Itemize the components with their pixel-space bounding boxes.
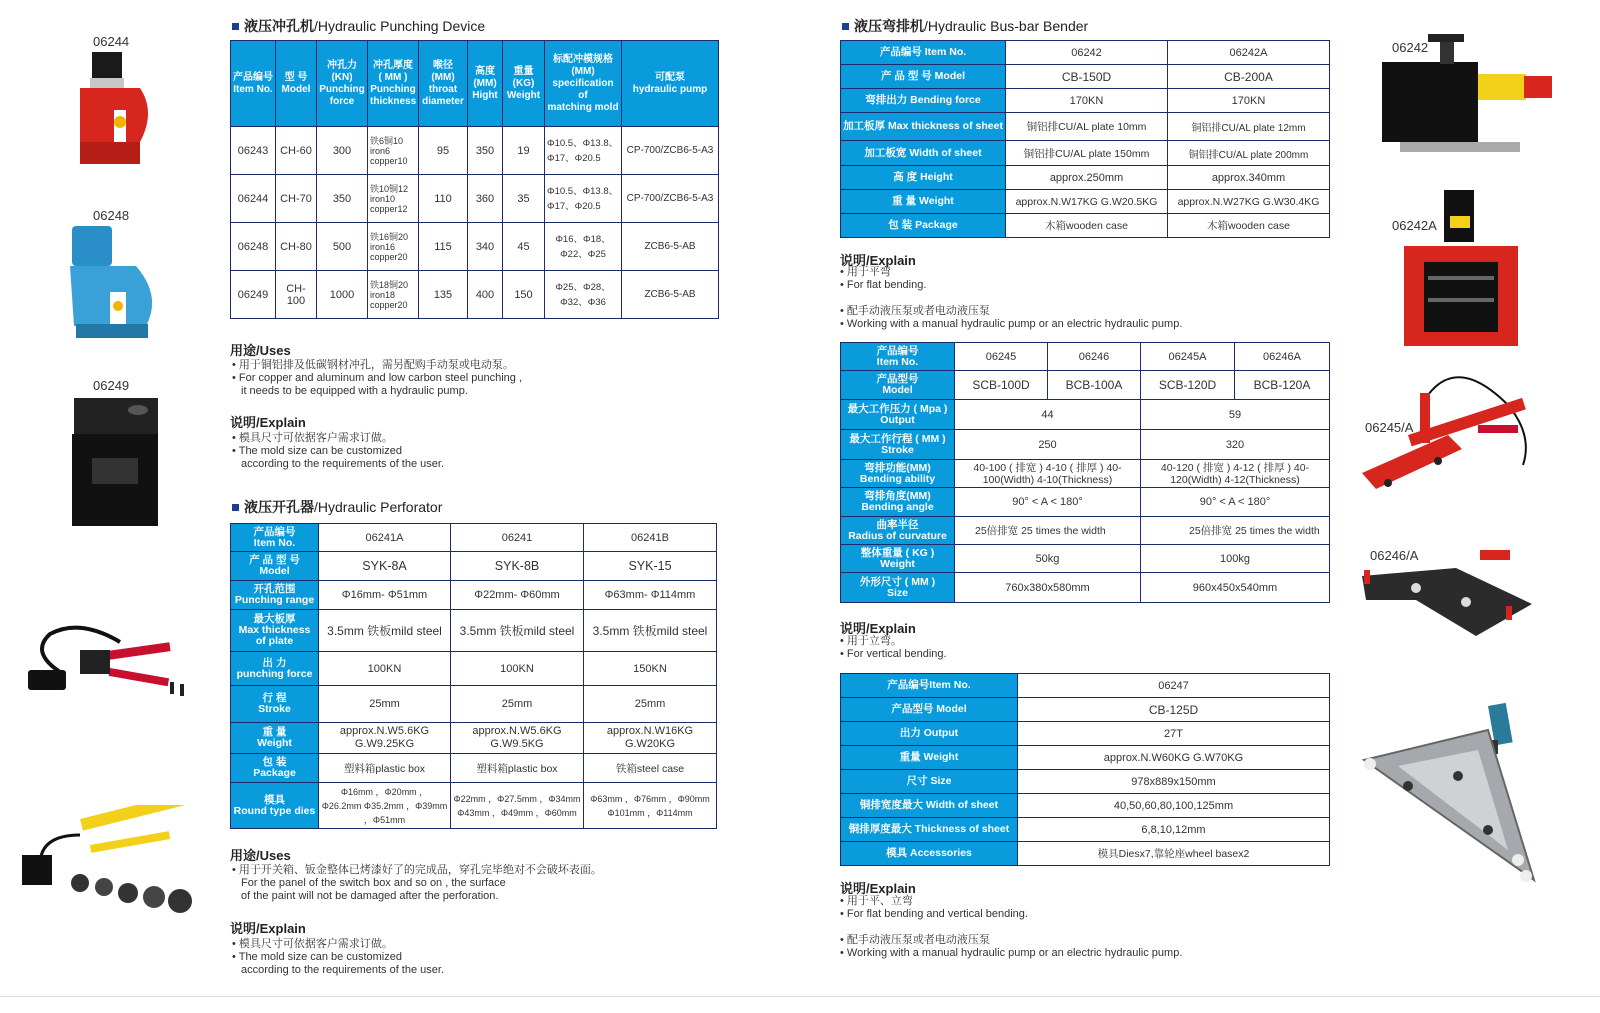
row-label: 加工板厚 Max thickness of sheet (841, 113, 1006, 141)
col-pump: 可配泵 hydraulic pump (622, 41, 719, 127)
product-label-06242: 06242 (1392, 40, 1429, 55)
bender3-explain-text: • 用于平、立弯 • For flat bending and vertical bending. • 配手动液压泵或者电动液压泵 • Working with a manual hydraulic pump or an electric hydraulic pump. (840, 895, 1182, 960)
row-label: 模具 Round type dies (231, 783, 319, 829)
table-row (841, 722, 1330, 746)
cell: 06242 (1006, 41, 1168, 65)
cell-throat: 110 (419, 175, 468, 223)
punch-uses-heading: 用途/Uses (230, 343, 291, 358)
cell: SYK-8A (319, 552, 451, 581)
cell: 25mm (584, 686, 717, 723)
cell-model: CH-100 (276, 271, 317, 319)
cell: 44 (955, 400, 1141, 430)
col-punching-force: 冲孔力 (KN) Punching force (317, 41, 368, 127)
cell: 06245 (955, 343, 1048, 371)
cell-pump: CP-700/ZCB6-5-A3 (622, 175, 719, 223)
table-row (841, 794, 1330, 818)
row-label: 重 量 Weight (841, 190, 1006, 214)
perf-uses-heading: 用途/Uses (230, 848, 291, 863)
punch-explain-text: • 模具尺寸可依据客户需求订做。 • The mold size can be customized according to the requirements of the user. (232, 432, 444, 471)
cell-pump: ZCB6-5-AB (622, 223, 719, 271)
cell: 06242A (1168, 41, 1330, 65)
cell: CB-200A (1168, 65, 1330, 89)
row-label: 外形尺寸 ( MM ) Size (841, 573, 955, 603)
flat-bender-image (1356, 540, 1538, 640)
cell: CB-150D (1006, 65, 1168, 89)
cell-item: 06244 (231, 175, 276, 223)
table-row (841, 674, 1330, 698)
cell: SYK-8B (451, 552, 584, 581)
cell-model: CH-80 (276, 223, 317, 271)
table-row (841, 460, 1330, 488)
table-row (841, 573, 1330, 603)
cell-throat: 115 (419, 223, 468, 271)
table-row (841, 65, 1330, 89)
row-label: 重 量 Weight (231, 723, 319, 754)
product-label-06249: 06249 (93, 378, 130, 393)
cell: 59 (1141, 400, 1330, 430)
cell: 25倍排宽 25 times the width (955, 517, 1141, 545)
cell-throat: 135 (419, 271, 468, 319)
cell: 3.5mm 铁板mild steel (319, 610, 451, 652)
cell-weight: 35 (503, 175, 545, 223)
table-row (841, 430, 1330, 460)
row-label: 产 品 型 号 Model (841, 65, 1006, 89)
col-throat: 喉径 (MM) throat diameter (419, 41, 468, 127)
table-row (231, 610, 717, 652)
cell-weight: 45 (503, 223, 545, 271)
table-row (231, 686, 717, 723)
cell-thickness: 铁18铜20 iron18 copper20 (368, 271, 419, 319)
col-punching-thickness: 冲孔厚度 ( MM ) Punching thickness (368, 41, 419, 127)
perforator-section-title: 液压开孔器/Hydraulic Perforator (232, 497, 442, 517)
cell-model: CH-70 (276, 175, 317, 223)
cell: 06246 (1048, 343, 1141, 371)
section-square-icon (842, 23, 849, 30)
cell: 25mm (451, 686, 584, 723)
row-label: 整体重量 ( KG ) Weight (841, 545, 955, 573)
cell-thickness: 铁6铜10 iron6 copper10 (368, 127, 419, 175)
perforator-pump-image (20, 622, 200, 702)
cell-thickness: 铁16铜20 iron16 copper20 (368, 223, 419, 271)
cell: approx.250mm (1006, 166, 1168, 190)
cell: 3.5mm 铁板mild steel (584, 610, 717, 652)
multi-bender-image (1358, 700, 1538, 890)
col-item-no: 产品编号 Item No. (231, 41, 276, 127)
row-label: 包 装 Package (841, 214, 1006, 238)
cell: 25mm (319, 686, 451, 723)
row-label: 最大板厚 Max thickness of plate (231, 610, 319, 652)
perforator-spec-table (230, 523, 717, 829)
punch-explain-heading: 说明/Explain (230, 415, 306, 430)
cell: 960x450x540mm (1141, 573, 1330, 603)
table-row (841, 113, 1330, 141)
cell: 06241A (319, 524, 451, 552)
row-label: 最大工作行程 ( MM ) Stroke (841, 430, 955, 460)
cell: Φ63mm ，Φ76mm ，Φ90mm Φ101mm ，Φ114mm (584, 783, 717, 829)
cell: 100KN (451, 652, 584, 686)
row-label: 包 装 Package (231, 754, 319, 783)
row-label: 铜排厚度最大 Thickness of sheet (841, 818, 1018, 842)
cell-weight: 19 (503, 127, 545, 175)
cell: 100kg (1141, 545, 1330, 573)
row-label: 最大工作压力 ( Mpa ) Output (841, 400, 955, 430)
col-height: 高度 (MM) Hight (468, 41, 503, 127)
col-weight: 重量 (KG) Weight (503, 41, 545, 127)
product-label-06248: 06248 (93, 208, 130, 223)
punching-section-title: 液压冲孔机/Hydraulic Punching Device (232, 16, 485, 36)
cell: 3.5mm 铁板mild steel (451, 610, 584, 652)
table-row (841, 698, 1330, 722)
cell-mold: Φ25、Φ28、 Φ32、Φ36 (545, 271, 622, 319)
row-label: 高 度 Height (841, 166, 1006, 190)
row-label: 出 力 punching force (231, 652, 319, 686)
cell: 铜铝排CU/AL plate 12mm (1168, 113, 1330, 141)
product-label-06245a: 06245/A (1365, 420, 1414, 435)
row-label: 重量 Weight (841, 746, 1018, 770)
cell: approx.340mm (1168, 166, 1330, 190)
cell: 06246A (1235, 343, 1330, 371)
row-label: 弯排功能(MM) Bending ability (841, 460, 955, 488)
row-label: 行 程 Stroke (231, 686, 319, 723)
cell: SYK-15 (584, 552, 717, 581)
cell: 塑料箱plastic box (319, 754, 451, 783)
table-row (231, 271, 719, 319)
table-row (231, 223, 719, 271)
table-row (841, 400, 1330, 430)
cell: approx.N.W5.6KG G.W9.25KG (319, 723, 451, 754)
cell: 90° < A < 180° (955, 488, 1141, 517)
table-row (841, 545, 1330, 573)
table-row (841, 488, 1330, 517)
table-row (841, 41, 1330, 65)
table-row (841, 343, 1330, 371)
cell: 06241 (451, 524, 584, 552)
cell-height: 400 (468, 271, 503, 319)
cell-height: 340 (468, 223, 503, 271)
cell: BCB-100A (1048, 371, 1141, 400)
bus-bar-bender-red-image (1398, 186, 1528, 361)
cell: SCB-120D (1141, 371, 1235, 400)
cell-model: CH-60 (276, 127, 317, 175)
cell: 150KN (584, 652, 717, 686)
cell: 06241B (584, 524, 717, 552)
cell: 27T (1018, 722, 1330, 746)
cell: 100KN (319, 652, 451, 686)
cell-force: 350 (317, 175, 368, 223)
table-row (231, 552, 717, 581)
row-label: 铜排宽度最大 Width of sheet (841, 794, 1018, 818)
punch-uses-text: • 用于铜铝排及低碳钢材冲孔，需另配购手动泵或电动泵。 • For copper and aluminum and low carbon steel punching , it needs to be equipped with a hydraulic pump. (232, 359, 522, 398)
row-label: 出力 Output (841, 722, 1018, 746)
cell: 铜铝排CU/AL plate 150mm (1006, 141, 1168, 166)
vertical-bender-image (1358, 365, 1538, 500)
table-row (841, 214, 1330, 238)
cell-mold: Φ10.5、Φ13.8、 Φ17、Φ20.5 (545, 127, 622, 175)
table-row (841, 190, 1330, 214)
cell: 木箱wooden case (1006, 214, 1168, 238)
table-row (841, 818, 1330, 842)
cell-pump: ZCB6-5-AB (622, 271, 719, 319)
cell: 铜铝排CU/AL plate 10mm (1006, 113, 1168, 141)
cell-height: 350 (468, 127, 503, 175)
cell: approx.N.W60KG G.W70KG (1018, 746, 1330, 770)
row-label: 产品型号 Model (841, 371, 955, 400)
cell: 90° < A < 180° (1141, 488, 1330, 517)
row-label: 产品编号 Item No. (841, 343, 955, 371)
cell: Φ22mm- Φ60mm (451, 581, 584, 610)
col-mold-spec: 标配冲模规格 (MM) specification of matching mold (545, 41, 622, 127)
section-square-icon (232, 23, 239, 30)
cell: 170KN (1168, 89, 1330, 113)
table-row (231, 754, 717, 783)
bus-bar-bender-black-image (1378, 30, 1558, 160)
cell-weight: 150 (503, 271, 545, 319)
cell: approx.N.W5.6KG G.W9.5KG (451, 723, 584, 754)
cell-throat: 95 (419, 127, 468, 175)
cell: BCB-120A (1235, 371, 1330, 400)
cell-height: 360 (468, 175, 503, 223)
cell: 模具Diesx7,靠轮座wheel basex2 (1018, 842, 1330, 866)
table-row (231, 524, 717, 552)
cell-item: 06248 (231, 223, 276, 271)
table-row (231, 652, 717, 686)
cell: 40-100 ( 排宽 ) 4-10 ( 排厚 ) 40-100(Width) 4-10(Thickness) (955, 460, 1141, 488)
cell-thickness: 铁10铜12 iron10 copper12 (368, 175, 419, 223)
col-model: 型 号 Model (276, 41, 317, 127)
cell: 06245A (1141, 343, 1235, 371)
row-label: 产品编号 Item No. (231, 524, 319, 552)
product-label-06244: 06244 (93, 34, 130, 49)
row-label: 产品编号Item No. (841, 674, 1018, 698)
table-row (841, 141, 1330, 166)
cell: 木箱wooden case (1168, 214, 1330, 238)
table-row (231, 581, 717, 610)
cell: 铁箱steel case (584, 754, 717, 783)
perf-explain-heading: 说明/Explain (230, 921, 306, 936)
product-label-06246a: 06246/A (1370, 548, 1419, 563)
row-label: 模具 Accessories (841, 842, 1018, 866)
table-row (231, 723, 717, 754)
punch-machine-black-image (68, 398, 163, 528)
row-label: 产 品 型 号 Model (231, 552, 319, 581)
cell-item: 06243 (231, 127, 276, 175)
cell-force: 500 (317, 223, 368, 271)
table-row (841, 842, 1330, 866)
cell-force: 300 (317, 127, 368, 175)
cell-item: 06249 (231, 271, 276, 319)
cell: approx.N.W27KG G.W30.4KG (1168, 190, 1330, 214)
cell: Φ63mm- Φ114mm (584, 581, 717, 610)
cell: 塑料箱plastic box (451, 754, 584, 783)
cell: 760x380x580mm (955, 573, 1141, 603)
table-row (841, 517, 1330, 545)
cell: 50kg (955, 545, 1141, 573)
punching-header-row (231, 41, 719, 127)
punch-machine-blue-image (66, 226, 166, 341)
perf-uses-text: • 用于开关箱、钣金整体已烤漆好了的完成品，穿孔完毕绝对不会破坏表面。 For the panel of the switch box and so on , the surface of the paint will not be damaged after the perforation. (232, 864, 602, 903)
table-row (841, 166, 1330, 190)
table-row (231, 127, 719, 175)
row-label: 产品编号 Item No. (841, 41, 1006, 65)
cell: 978x889x150mm (1018, 770, 1330, 794)
cell: 250 (955, 430, 1141, 460)
cell: 25倍排宽 25 times the width (1141, 517, 1330, 545)
bender-section-title: 液压弯排机/Hydraulic Bus-bar Bender (842, 16, 1088, 36)
cell: 06247 (1018, 674, 1330, 698)
table-row (231, 783, 717, 829)
cell: 40-120 ( 排宽 ) 4-12 ( 排厚 ) 40-120(Width) 4-12(Thickness) (1141, 460, 1330, 488)
page-bottom-divider (0, 996, 1600, 997)
bender-explain-text: • 用于平弯 • For flat bending. • 配手动液压泵或者电动液压泵 • Working with a manual hydraulic pump or an electric hydraulic pump. (840, 266, 1182, 331)
bender3-spec-table (840, 673, 1330, 866)
cell: CB-125D (1018, 698, 1330, 722)
row-label: 产品型号 Model (841, 698, 1018, 722)
bender-explain-heading: 说明/Explain (840, 253, 916, 268)
cell-pump: CP-700/ZCB6-5-A3 (622, 127, 719, 175)
cell-mold: Φ10.5、Φ13.8、 Φ17、Φ20.5 (545, 175, 622, 223)
cell-mold: Φ16、Φ18、 Φ22、Φ25 (545, 223, 622, 271)
perf-explain-text: • 模具尺寸可依据客户需求订做。 • The mold size can be customized according to the requirements of the user. (232, 938, 444, 977)
table-row (841, 89, 1330, 113)
row-label: 尺寸 Size (841, 770, 1018, 794)
cell: 320 (1141, 430, 1330, 460)
bender2-spec-table (840, 342, 1330, 603)
row-label: 开孔范围 Punching range (231, 581, 319, 610)
table-row (841, 371, 1330, 400)
cell: Φ16mm- Φ51mm (319, 581, 451, 610)
cell: 170KN (1006, 89, 1168, 113)
product-label-06242a: 06242A (1392, 218, 1437, 233)
section-square-icon (232, 504, 239, 511)
punch-machine-red-image (70, 52, 160, 167)
cell: 铜铝排CU/AL plate 200mm (1168, 141, 1330, 166)
bender3-explain-heading: 说明/Explain (840, 881, 916, 896)
bender2-explain-heading: 说明/Explain (840, 621, 916, 636)
cell: approx.N.W17KG G.W20.5KG (1006, 190, 1168, 214)
cell: SCB-100D (955, 371, 1048, 400)
row-label: 弯排角度(MM) Bending angle (841, 488, 955, 517)
row-label: 曲率半径 Radius of curvature (841, 517, 955, 545)
bender-spec-table (840, 40, 1330, 238)
cell: Φ22mm ，Φ27.5mm ，Φ34mm Φ43mm ，Φ49mm ，Φ60mm (451, 783, 584, 829)
cell: approx.N.W16KG G.W20KG (584, 723, 717, 754)
table-row (231, 175, 719, 223)
row-label: 弯排出力 Bending force (841, 89, 1006, 113)
cell: Φ16mm ，Φ20mm ，Φ26.2mm Φ35.2mm ，Φ39mm ，Φ51mm (319, 783, 451, 829)
table-row (841, 770, 1330, 794)
cell: 6,8,10,12mm (1018, 818, 1330, 842)
cell: 40,50,60,80,100,125mm (1018, 794, 1330, 818)
table-row (841, 746, 1330, 770)
row-label: 加工板宽 Width of sheet (841, 141, 1006, 166)
cell-force: 1000 (317, 271, 368, 319)
bender2-explain-text: • 用于立弯。 • For vertical bending. (840, 635, 947, 661)
perforator-kit-image (20, 805, 200, 915)
punching-spec-table (230, 40, 719, 319)
